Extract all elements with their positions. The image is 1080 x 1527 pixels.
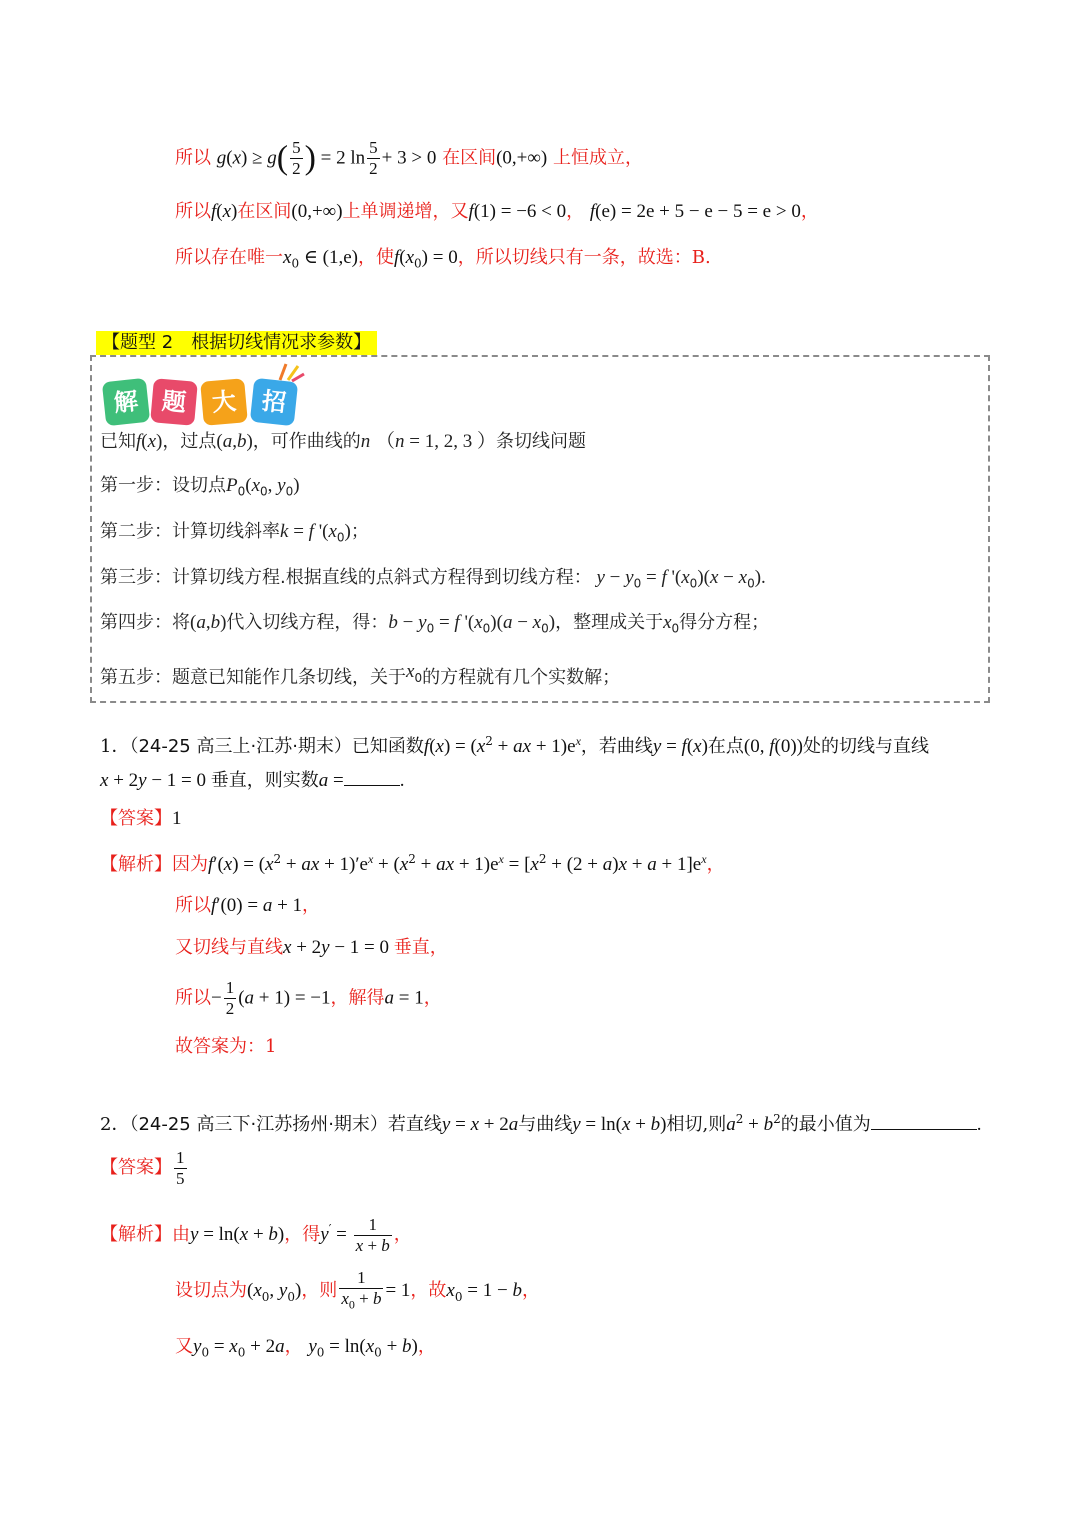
text: 又 [175, 1336, 193, 1357]
text: 【答案】 [100, 808, 172, 829]
text: ，过点 [162, 431, 217, 452]
text: 第四步：将 [100, 612, 190, 633]
text: 垂直， [393, 937, 448, 958]
text: ，解得 [330, 987, 385, 1009]
q2-solution-line-1: 【解析】由y = ln(x + b)，得y′ = $\frac{1}{x + b}$ ， [100, 1214, 412, 1255]
q1-stem-line-2: x + 2y − 1 = 0 垂直，则实数a = . [100, 770, 405, 791]
text: 代入切线方程，得： [226, 612, 389, 633]
tip-step-1: 第一步：设切点$P_0(x_0$, $y_0$) [100, 475, 300, 499]
text: 处的切线与直线 [803, 736, 930, 757]
q1-solution-line-2: 所以f′(0) = a + 1， [175, 895, 321, 916]
q1-solution-line-3: 又切线与直线x + 2y − 1 = 0 垂直， [175, 937, 448, 958]
text: 第五步：题意已知能作几条切线，关于 [100, 667, 406, 688]
text: 若直线 [387, 1114, 442, 1135]
q1-solution-line-1: 【解析】因为$f'(x) = (x^2$ + ax + $1)'e^x + (x^2$ + ax + $1)e^x = [x^2 + (2 + a)x + a + 1]e^x$， [100, 852, 725, 875]
text: 的方程就有几个实数解； [422, 667, 621, 688]
text: 【解析】 [100, 1224, 172, 1245]
text: 又切线与直线 [175, 937, 283, 958]
text: ； [350, 521, 369, 542]
text: 由 [172, 1224, 190, 1245]
text: 相切,则 [666, 1114, 727, 1135]
q1-solution-line-4: 所以− $\frac{1}{2}$ (a + 1) = −1，解得a = 1， [175, 978, 442, 1018]
text: 在区间 [442, 147, 497, 169]
badge-char: 招 [250, 378, 298, 426]
text: 上恒成立， [553, 147, 643, 169]
text: ，故 [410, 1280, 447, 1302]
text: 得分方程； [679, 612, 770, 633]
text: 与曲线 [518, 1114, 573, 1135]
answer-blank [344, 769, 400, 786]
text: 的最小值为 [780, 1114, 871, 1135]
text: 第三步：计算切线方程.根据直线的点斜式方程得到切线方程： [100, 567, 592, 588]
text: （24-25 高三上·江苏·期末） [129, 736, 352, 757]
text: 故答案为：1 [175, 1036, 277, 1057]
section-tag: 【题型 2 根据切线情况求参数】 [96, 331, 377, 355]
text: ，可作曲线的 [252, 431, 361, 452]
text: 所以 [175, 895, 211, 916]
text: ，所以切线只有一条，故选：B. [457, 247, 711, 268]
text: 第一步：设切点 [100, 475, 226, 496]
badge-char: 题 [150, 378, 198, 426]
text: 条切线问题 [496, 431, 586, 452]
sparkle-icon [276, 360, 306, 382]
text: 所以 [175, 987, 211, 1009]
tip-step-3: 第三步：计算切线方程.根据直线的点斜式方程得到切线方程： $y - y_0 = f$ '$(x_0)(x - x_0)$. [100, 567, 766, 591]
text: 设切点为 [175, 1280, 247, 1302]
text: 在区间 [237, 201, 292, 222]
text: 在点 [707, 736, 744, 757]
text: 上单调递增，又 [342, 201, 469, 222]
text: ，得 [284, 1224, 321, 1245]
tip-intro: 已知f(x)，过点(a,b)，可作曲线的n （n = 1, 2, 3 ）条切线问题 [100, 431, 586, 452]
q1-solution-line-5 [175, 1034, 276, 1060]
prev-line-1: 所以 g(x) ≥ g( $\frac{5}{2}$ ) = 2 ln $\frac{5}{2}$ + 3 > 0 在区间(0,+∞) 上恒成立， [175, 138, 643, 178]
answer-value: 1 [172, 808, 182, 829]
text: 因为 [172, 854, 208, 875]
tip-step-2: 第二步：计算切线斜率k = f '$(x_0)$； [100, 521, 369, 545]
q2-stem: 2．（24-25 高三下·江苏扬州·期末）若直线y = x + 2a与曲线y = ln(x + b)相切,则$a^2 + b^2$的最小值为 . [100, 1112, 982, 1135]
badge-char: 解 [102, 378, 150, 426]
text: 已知函数 [351, 736, 424, 757]
text: 所以 [175, 201, 211, 222]
text: 【答案】 [100, 1157, 172, 1178]
text: 1． [100, 736, 130, 757]
prev-line-3: 所以存在唯一$x_0$ ∈ (1,e)，使$f(x_0) = 0$，所以切线只有一条，故选：B. [175, 247, 711, 271]
text: 已知 [100, 431, 136, 452]
prev-line-2: 所以f(x)在区间(0,+∞)上单调递增，又f(1) = −6 < 0， f(e) = 2e + 5 − e − 5 = e > 0， [175, 201, 819, 222]
text: 第二步：计算切线斜率 [100, 521, 280, 542]
q2-solution-line-3: 又$y_0 = x_0 + 2a$， $y_0 = \ln(x_0 + b)$， [175, 1336, 436, 1360]
badge-char: 大 [200, 378, 248, 426]
text: 2． [100, 1114, 130, 1135]
tip-step-5: 第五步：题意已知能作几条切线，关于$x_0$的方程就有几个实数解； [100, 661, 621, 688]
answer-blank [871, 1113, 977, 1130]
q2-answer: 【答案】 $\frac{1}{5}$ [100, 1147, 185, 1188]
text: ， [800, 201, 819, 222]
text: ，整理成关于 [555, 612, 664, 633]
text: 所以 [175, 147, 211, 169]
q2-solution-line-2: 设切点为($x_0$, $y_0$)，则 $\frac{1}{x_0 + b}$ = 1，故$x_0 = 1 - b$， [175, 1268, 540, 1312]
text: ，使 [357, 247, 394, 268]
text: ，则 [301, 1280, 338, 1302]
text: 垂直，则实数 [210, 770, 319, 791]
text: 【解析】 [100, 854, 172, 875]
text: ，若曲线 [580, 736, 653, 757]
text: 所以存在唯一 [175, 247, 283, 268]
tip-step-4: 第四步：将(a,b)代入切线方程，得：$b - y_0 = f$ '$(x_0)(a - x_0)$，整理成关于$x_0$得分方程； [100, 612, 770, 636]
q1-stem-line-1: 1．（24-25 高三上·江苏·期末）已知函数$f(x) = (x^2$ + ax + $1)e^x$，若曲线y = f(x)在点(0, f(0))处的切线与直线 [100, 734, 930, 757]
text: （24-25 高三下·江苏扬州·期末） [129, 1114, 388, 1135]
q1-answer [100, 806, 182, 832]
text: ， [566, 201, 585, 222]
